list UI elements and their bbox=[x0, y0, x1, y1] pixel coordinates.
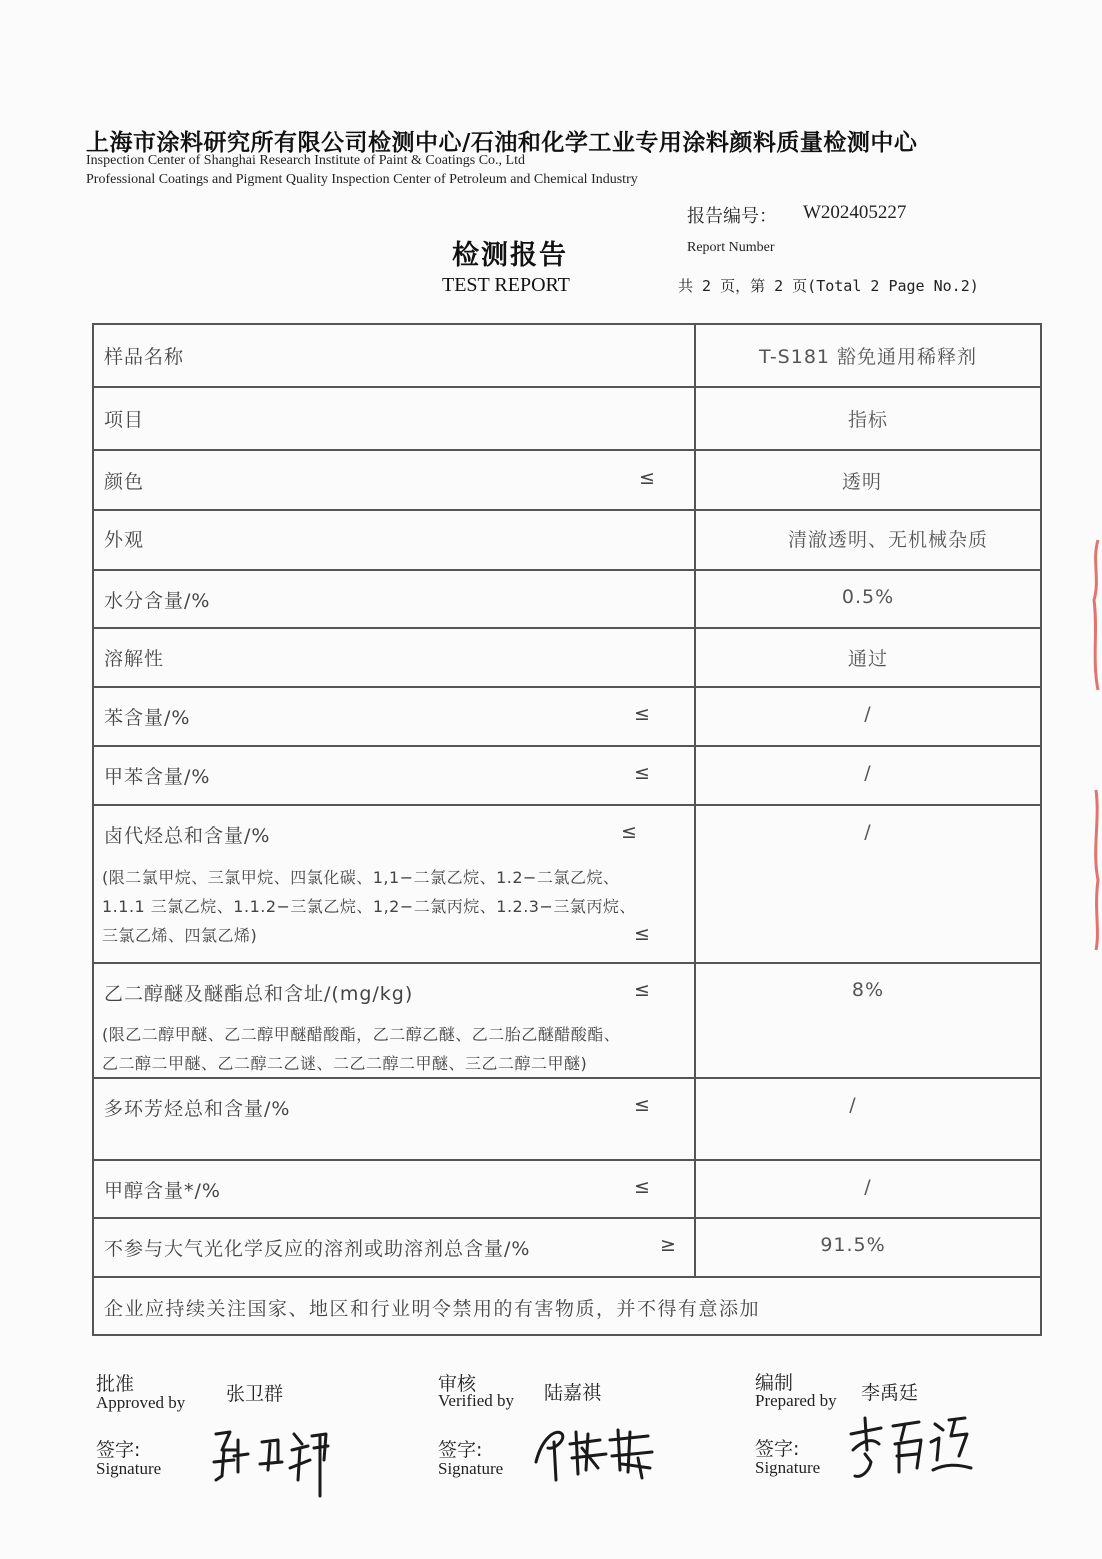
row-name-cell bbox=[93, 570, 695, 628]
verified-handwritten-signature bbox=[530, 1418, 660, 1488]
note-line: (限乙二醇甲醚、乙二醇甲醚醋酸酯，乙二醇乙醚、乙二胎乙醚醋酸酯、 bbox=[102, 1025, 621, 1044]
approved-label-en: Approved by bbox=[96, 1393, 186, 1412]
signature-label-cn: 签字: bbox=[96, 1439, 141, 1461]
page-indicator: 共 2 页，第 2 页(Total 2 Page No.2) bbox=[678, 277, 979, 295]
row-label: 甲醇含量*/% bbox=[104, 1180, 221, 1202]
table-row bbox=[93, 805, 1041, 963]
footer-note-cell bbox=[93, 1277, 1041, 1335]
row-value: 8% bbox=[851, 979, 885, 1001]
row-value-cell bbox=[695, 1160, 1041, 1218]
comparison-operator: ≤ bbox=[634, 923, 650, 945]
institute-title-cn: 上海市涂料研究所有限公司检测中心/石油和化学工业专用涂料颜料质量检测中心 bbox=[86, 130, 918, 156]
prepared-name: 李禹廷 bbox=[861, 1382, 919, 1404]
comparison-operator: ≤ bbox=[634, 1176, 650, 1198]
row-label: 乙二醇醚及醚酯总和含址/(mg/kg) bbox=[104, 983, 414, 1005]
row-label: 水分含量/% bbox=[104, 590, 211, 612]
row-value: 0.5% bbox=[841, 586, 895, 608]
row-label: 外观 bbox=[104, 529, 145, 551]
row-name-cell bbox=[93, 450, 695, 510]
table-row bbox=[93, 1078, 1041, 1160]
row-name-cell bbox=[93, 1160, 695, 1218]
row-name-cell bbox=[93, 1078, 695, 1160]
verified-label-en: Verified by bbox=[438, 1391, 515, 1410]
verified-label-cn: 审核 bbox=[438, 1373, 477, 1395]
row-label: 项目 bbox=[104, 409, 145, 431]
table-row bbox=[93, 1160, 1041, 1218]
comparison-operator: ≤ bbox=[634, 979, 650, 1001]
row-label: 不参与大气光化学反应的溶剂或助溶剂总含量/% bbox=[104, 1238, 531, 1260]
row-value-cell bbox=[695, 450, 1041, 510]
row-name-cell bbox=[93, 687, 695, 746]
prepared-label-en: Prepared by bbox=[755, 1391, 837, 1410]
comparison-operator: ≤ bbox=[634, 1094, 650, 1116]
row-label: 样品名称 bbox=[104, 346, 185, 368]
row-value-cell bbox=[695, 805, 1041, 963]
row-note bbox=[102, 863, 636, 950]
table-row bbox=[93, 687, 1041, 746]
table-row bbox=[93, 746, 1041, 805]
institute-title-en-2: Professional Coatings and Pigment Quality Inspection Center of Petroleum and Chemical Industry bbox=[86, 172, 638, 187]
signature-label-cn: 签字: bbox=[438, 1439, 483, 1461]
note-line: 乙二醇二甲醚、乙二醇二乙谜、二乙二醇二甲醚、三乙二醇二甲醚) bbox=[102, 1054, 588, 1073]
approved-name: 张卫群 bbox=[226, 1383, 284, 1405]
table-row bbox=[93, 1277, 1041, 1335]
row-name-cell bbox=[93, 1218, 695, 1277]
report-title: 检测报告 bbox=[452, 240, 568, 271]
comparison-operator: ≤ bbox=[639, 467, 655, 489]
row-value: / bbox=[864, 1176, 872, 1198]
row-name-cell bbox=[93, 324, 695, 387]
note-line: 三氯乙烯、四氯乙烯) bbox=[102, 926, 258, 945]
signature-label-en: Signature bbox=[755, 1458, 821, 1477]
report-number-label-en: Report Number bbox=[687, 240, 775, 255]
row-value: / bbox=[864, 703, 872, 725]
row-label: 卤代烃总和含量/% bbox=[104, 825, 271, 847]
signature-label-en: Signature bbox=[438, 1459, 504, 1478]
row-value-cell bbox=[695, 324, 1041, 387]
report-number: W202405227 bbox=[803, 202, 907, 223]
row-value: T-S181 豁免通用稀释剂 bbox=[758, 346, 978, 368]
row-value-cell bbox=[695, 963, 1041, 1078]
row-value-cell bbox=[695, 510, 1041, 570]
table-row bbox=[93, 450, 1041, 510]
results-table bbox=[92, 323, 1042, 1336]
note-line: 1.1.1 三氯乙烷、1.1.2−三氯乙烷、1,2−二氯丙烷、1.2.3−三氯丙烷、 bbox=[102, 897, 636, 916]
row-value-cell bbox=[695, 628, 1041, 687]
table-row bbox=[93, 387, 1041, 450]
row-name-cell bbox=[93, 510, 695, 570]
row-value: 指标 bbox=[847, 409, 888, 431]
comparison-operator: ≥ bbox=[660, 1234, 676, 1256]
row-value: 透明 bbox=[841, 471, 882, 493]
row-name-cell bbox=[93, 387, 695, 450]
signature-label-cn: 签字: bbox=[755, 1438, 800, 1460]
comparison-operator: ≤ bbox=[634, 703, 650, 725]
comparison-operator: ≤ bbox=[621, 821, 637, 843]
row-label: 苯含量/% bbox=[104, 707, 191, 729]
table-row bbox=[93, 570, 1041, 628]
institute-title-en-1: Inspection Center of Shanghai Research Institute of Paint & Coatings Co., Ltd bbox=[86, 153, 525, 168]
row-name-cell bbox=[93, 963, 695, 1078]
row-value-cell bbox=[695, 387, 1041, 450]
table-row bbox=[93, 963, 1041, 1078]
signature-label-en: Signature bbox=[96, 1459, 162, 1478]
note-line: (限二氯甲烷、三氯甲烷、四氯化碳、1,1−二氯乙烷、1.2−二氯乙烷、 bbox=[102, 868, 620, 887]
verified-name: 陆嘉祺 bbox=[544, 1382, 602, 1404]
row-value-cell bbox=[695, 570, 1041, 628]
prepared-label-cn: 编制 bbox=[755, 1372, 794, 1394]
row-value: / bbox=[864, 762, 872, 784]
row-name-cell bbox=[93, 746, 695, 805]
table-row bbox=[93, 628, 1041, 687]
report-number-label: 报告编号： bbox=[687, 206, 777, 227]
row-name-cell bbox=[93, 805, 695, 963]
row-label: 溶解性 bbox=[104, 648, 165, 670]
row-name-cell bbox=[93, 628, 695, 687]
table-row bbox=[93, 1218, 1041, 1277]
row-label: 甲苯含量/% bbox=[104, 766, 211, 788]
prepared-handwritten-signature bbox=[845, 1410, 975, 1485]
comparison-operator: ≤ bbox=[634, 762, 650, 784]
row-value-cell bbox=[695, 746, 1041, 805]
approved-handwritten-signature bbox=[208, 1420, 338, 1500]
report-title-en: TEST REPORT bbox=[442, 274, 570, 296]
row-label: 多环芳烃总和含量/% bbox=[104, 1098, 291, 1120]
row-value-cell bbox=[695, 1218, 1041, 1277]
approved-label-cn: 批准 bbox=[96, 1373, 135, 1395]
row-value: / bbox=[849, 1094, 857, 1116]
row-label: 颜色 bbox=[104, 471, 145, 493]
footer-note: 企业应持续关注国家、地区和行业明令禁用的有害物质，并不得有意添加 bbox=[104, 1298, 761, 1320]
row-value: 91.5% bbox=[820, 1234, 886, 1256]
row-value: / bbox=[864, 821, 872, 843]
table-row bbox=[93, 510, 1041, 570]
seal-stamp-fragment bbox=[1088, 520, 1102, 960]
row-value: 通过 bbox=[847, 648, 888, 670]
row-value: 清澈透明、无机械杂质 bbox=[787, 529, 988, 551]
row-note bbox=[102, 1020, 620, 1078]
row-value-cell bbox=[695, 1078, 1041, 1160]
row-value-cell bbox=[695, 687, 1041, 746]
table-row bbox=[93, 324, 1041, 387]
